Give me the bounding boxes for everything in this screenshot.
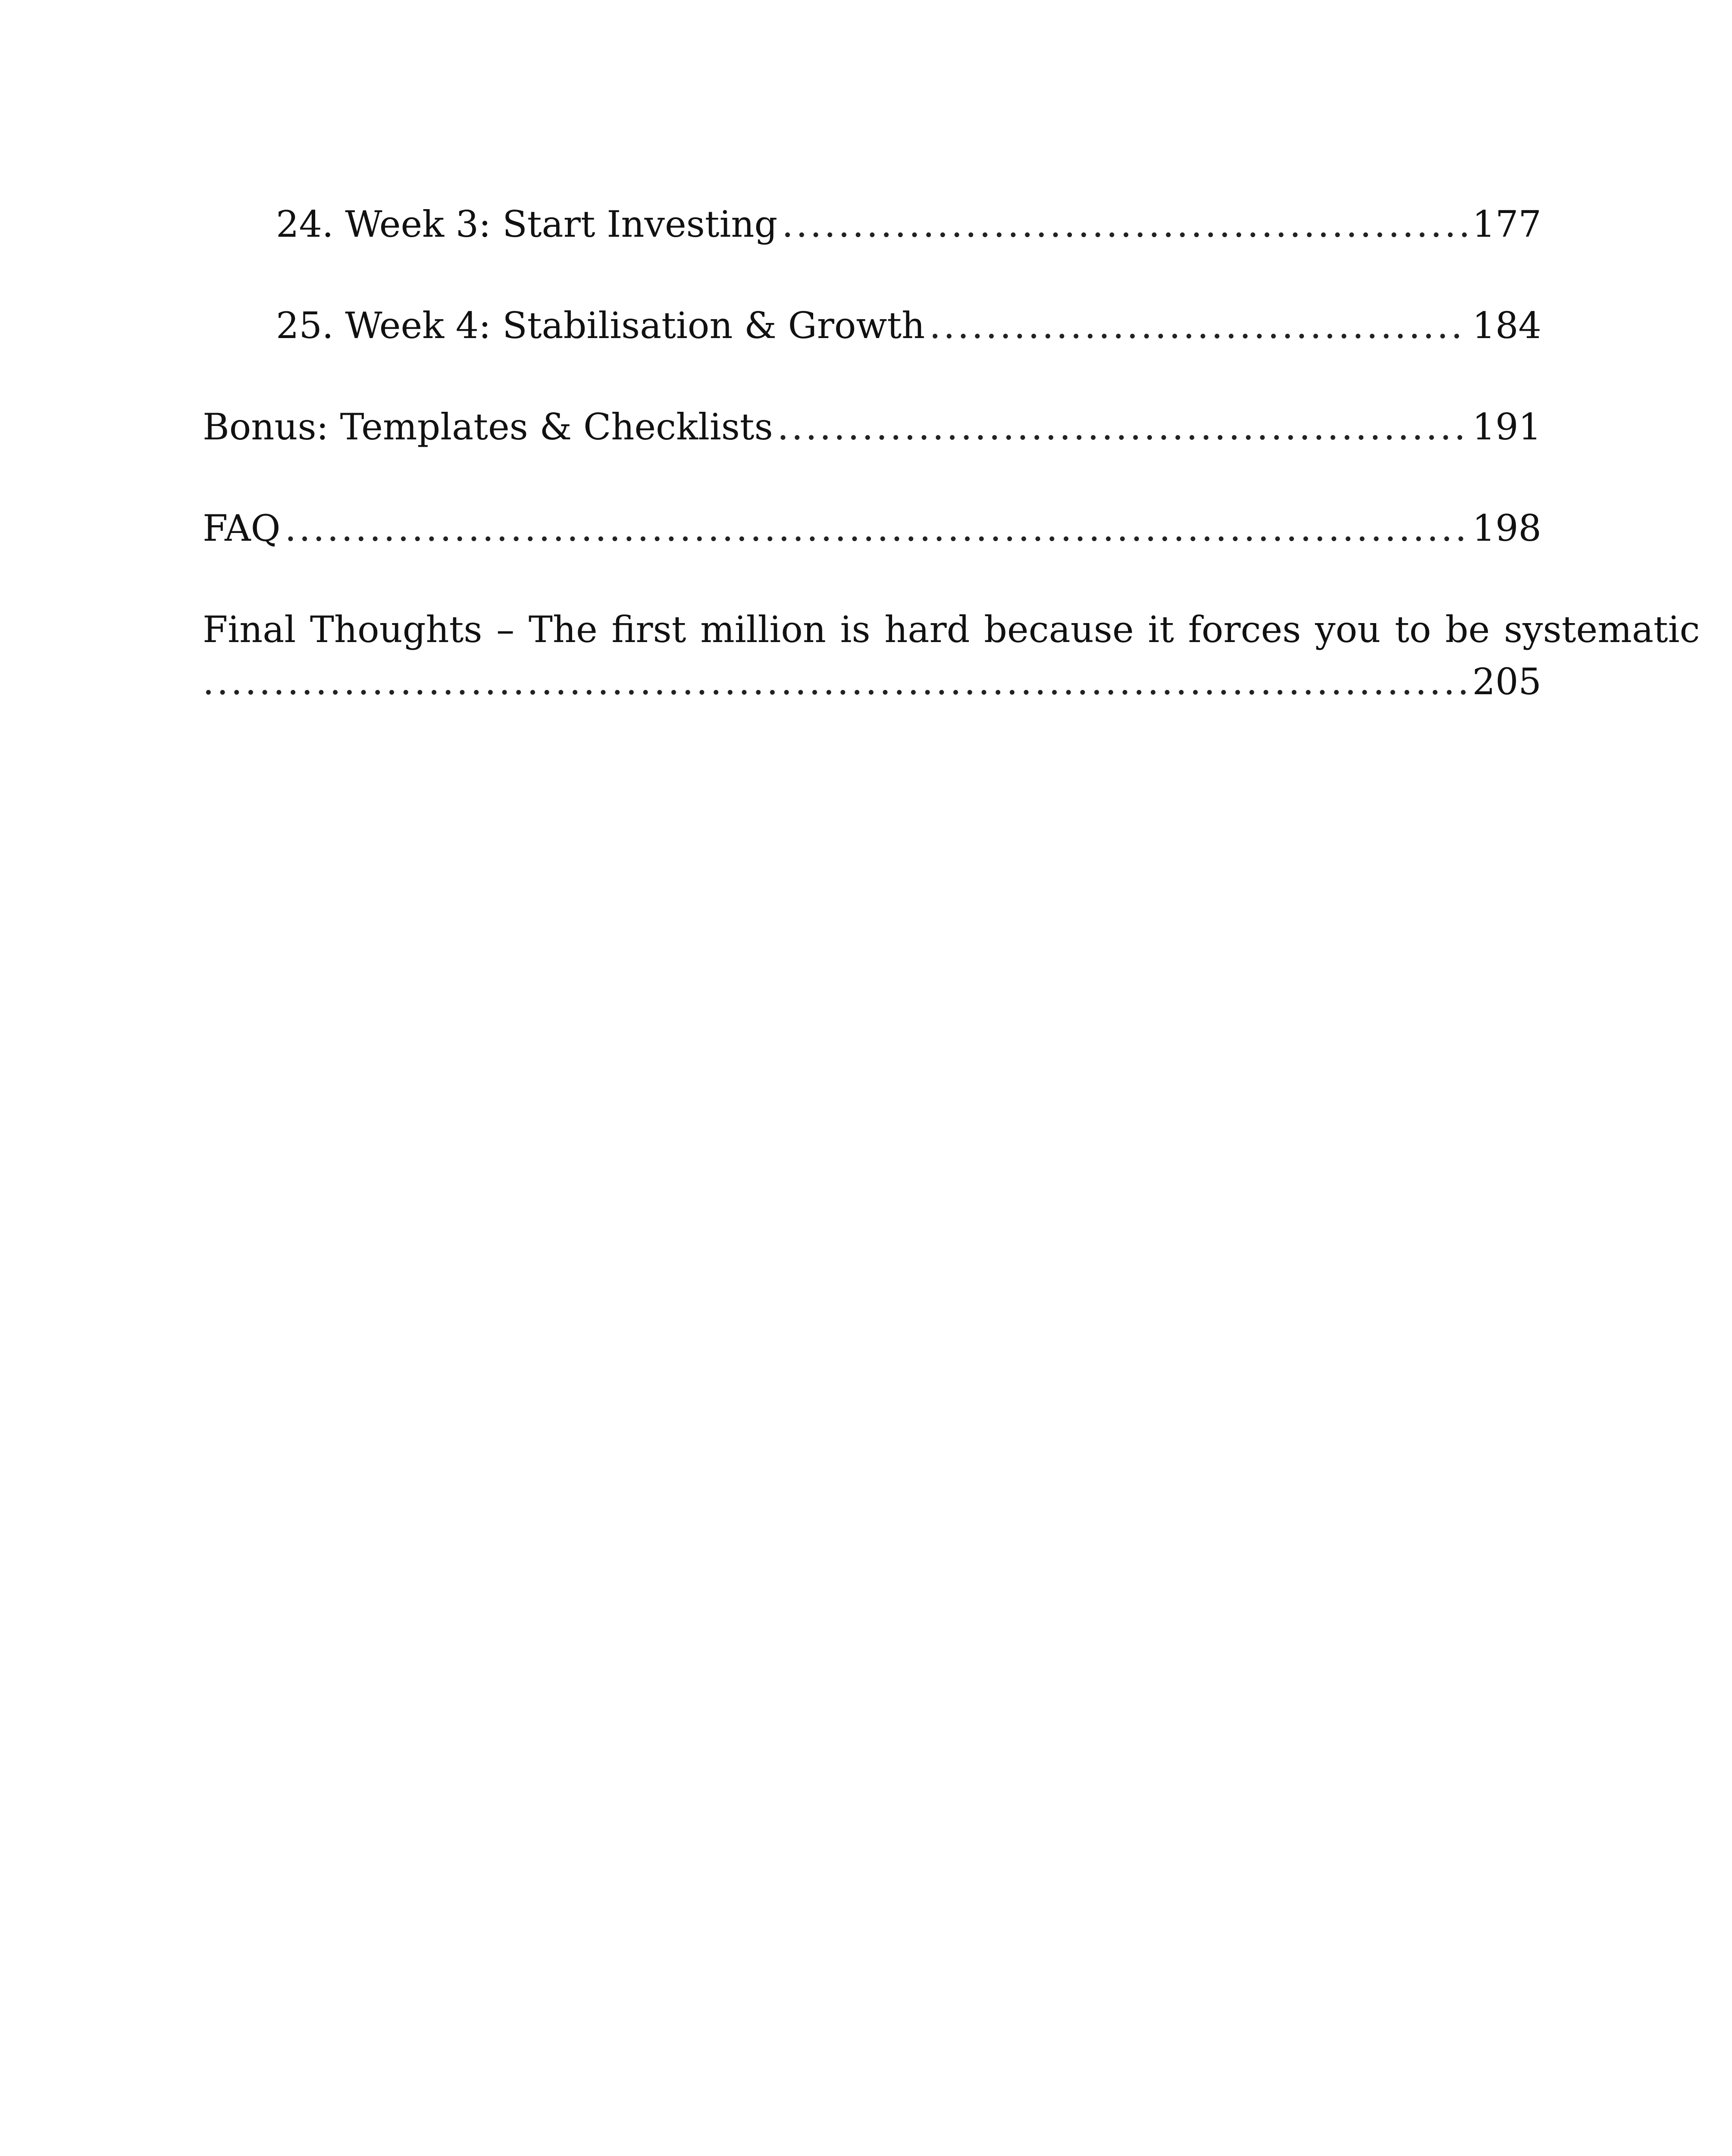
toc-entry-page-number: 184 xyxy=(1472,304,1541,347)
toc-entry-title: Bonus: Templates & Checklists xyxy=(203,406,773,448)
dot-leader xyxy=(777,405,1468,449)
toc-entry-page-number: 198 xyxy=(1472,507,1541,549)
toc-entry-final-thoughts[interactable] xyxy=(203,608,1700,704)
toc-entry-title: 25. Week 4: Stabilisation & Growth xyxy=(276,304,925,347)
toc-entry-title: Final Thoughts – The first million is hard because it forces you to be systematic xyxy=(203,608,1700,651)
toc-entry-faq[interactable] xyxy=(203,507,1541,558)
toc-entry-page-number: 205 xyxy=(1472,660,1541,703)
dot-leader xyxy=(203,660,1468,704)
dot-leader xyxy=(285,507,1468,550)
toc-entry-week-4[interactable] xyxy=(203,304,1541,356)
toc-entry-title: FAQ xyxy=(203,507,281,549)
dot-leader xyxy=(782,203,1468,246)
toc-entry-week-3[interactable] xyxy=(203,203,1541,254)
table-of-contents xyxy=(203,203,1700,704)
toc-entry-title: 24. Week 3: Start Investing xyxy=(276,203,778,245)
toc-entry-page-number: 191 xyxy=(1472,406,1541,448)
toc-entry-page-number: 177 xyxy=(1472,203,1541,245)
toc-entry-leader-line xyxy=(203,660,1541,704)
dot-leader xyxy=(929,304,1468,348)
toc-entry-bonus[interactable] xyxy=(203,405,1541,457)
